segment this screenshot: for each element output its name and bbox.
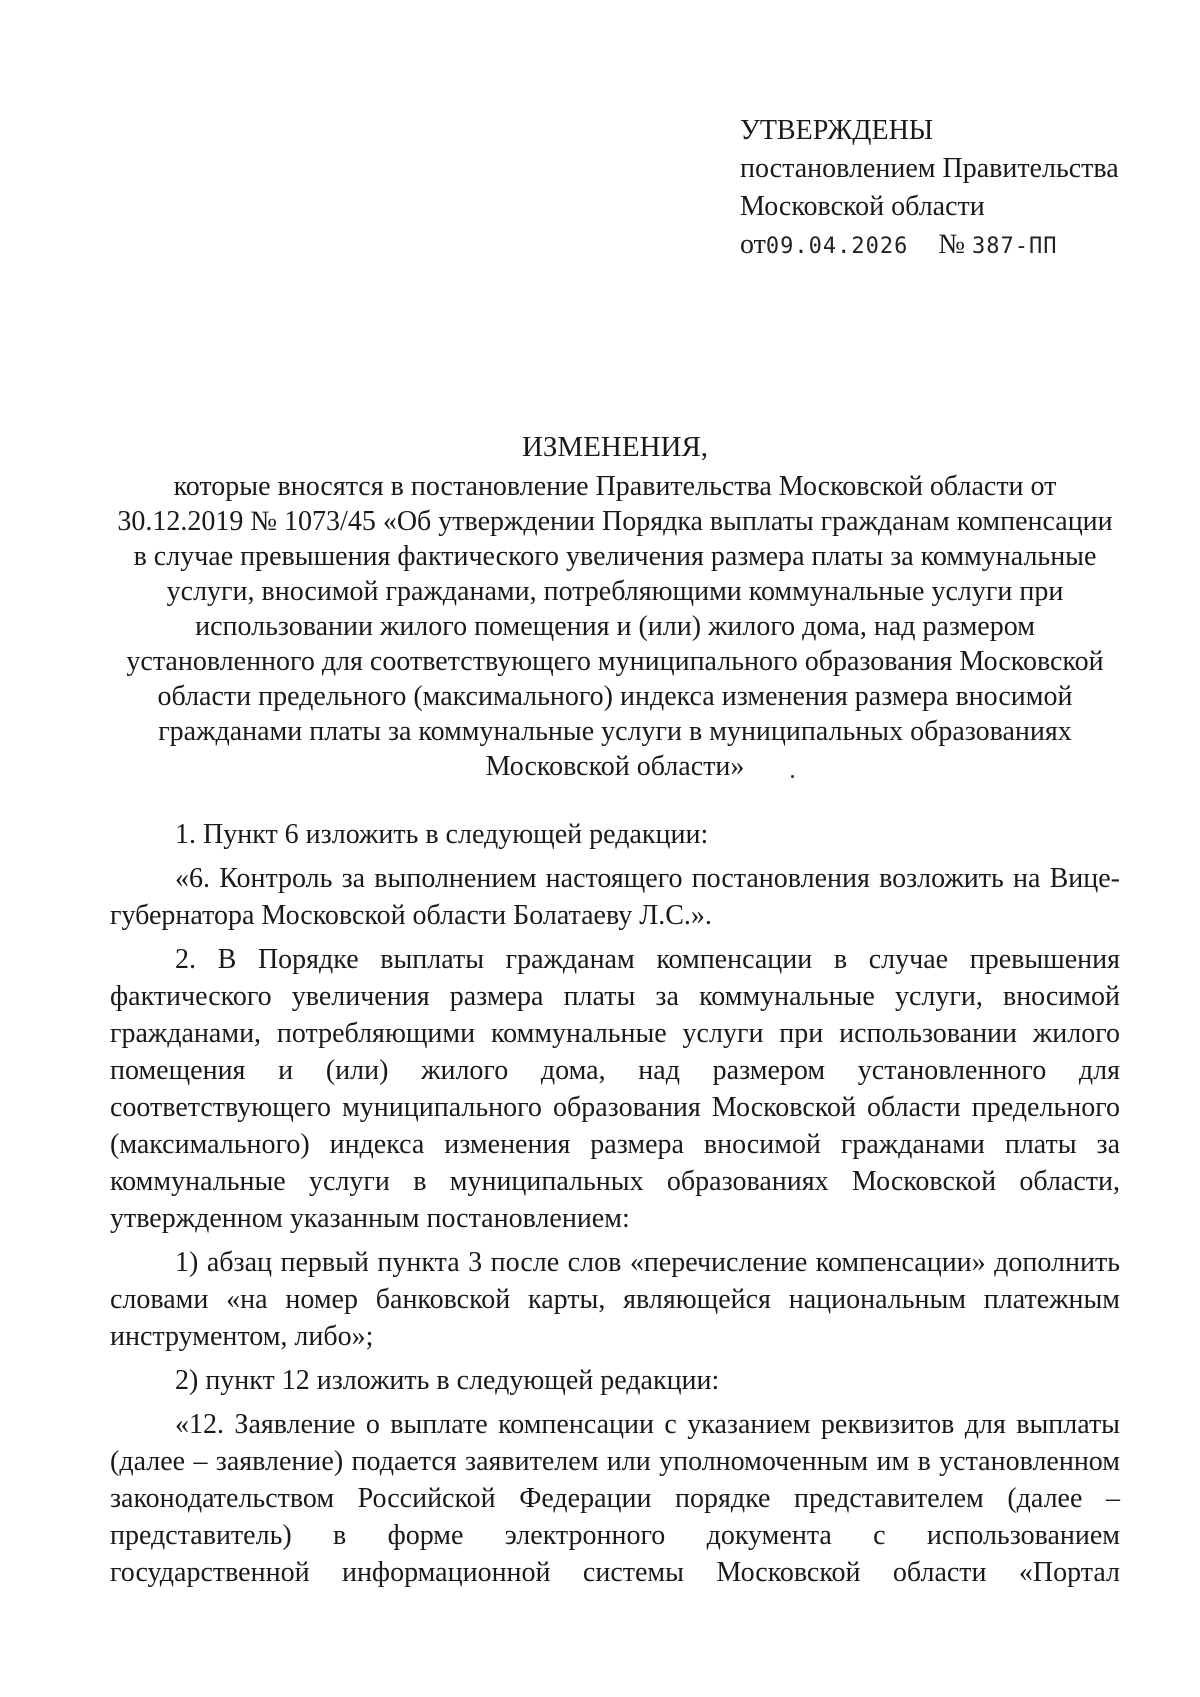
paragraph-2: «6. Контроль за выполнением настоящего постановления возложить на Вице-губернатора Московской области Болатаеву Л.С.». (110, 863, 1120, 931)
paragraph-3: 2. В Порядке выплаты гражданам компенсации в случае превышения фактического увеличения размера платы за коммунальные услуги, вносимой гражданами, потребляющими коммунальные услуги при использовании жилого помещения и (или) жилого дома, над размером установленного для соответствующего муниципального образования Московской области предельного (максимального) индекса изменения размера вносимой гражданами платы за коммунальные услуги в муниципальных образованиях Московской области, утвержденном указанным постановлением: (110, 944, 1120, 1234)
document-body (110, 816, 1120, 1598)
approval-date-row (740, 226, 1119, 266)
approval-block (740, 112, 1119, 266)
document-heading: ИЗМЕНЕНИЯ, (521, 431, 709, 463)
resolution-number: 387-ПП (972, 234, 1058, 259)
paragraph-1: 1. Пункт 6 изложить в следующей редакции: (175, 819, 709, 850)
number-sign: № (938, 229, 966, 260)
scan-speck (791, 775, 794, 778)
paragraph-5: 2) пункт 12 изложить в следующей редакции: (175, 1365, 720, 1396)
document-subtitle: которые вносятся в постановление Правительства Московской области от 30.12.2019 № 1073/45 «Об утверждении Порядка выплаты гражданам компенсации в случае превышения фактического увеличения размера платы за коммунальные услуги, вносимой гражданами, потребляющими коммунальные услуги при использовании жилого помещения и (или) жилого дома, над размером установленного для соответствующего муниципального образования Московской области предельного (максимального) индекса изменения размера вносимой гражданами платы за коммунальные услуги в муниципальных образованиях Московской области» (117, 471, 1113, 782)
approval-line-region: Московской области (740, 191, 985, 222)
date-prefix: от (740, 229, 766, 260)
resolution-date: 09.04.2026 (765, 234, 909, 259)
approval-line-resolution: постановлением Правительства (740, 153, 1119, 184)
paragraph-4: 1) абзац первый пункта 3 после слов «перечисление компенсации» дополнить словами «на номер банковской карты, являющейся национальным платежным инструментом, либо»; (110, 1247, 1120, 1352)
document-title-block (110, 430, 1120, 784)
approval-heading: УТВЕРЖДЕНЫ (740, 115, 934, 146)
paragraph-6: «12. Заявление о выплате компенсации с указанием реквизитов для выплаты (далее – заявление) подается заявителем или уполномоченным им в установленном законодательством Российской Федерации порядке представителем (далее – представитель) в форме электронного документа с использованием государственной информационной системы Московской области «Портал (110, 1409, 1120, 1588)
